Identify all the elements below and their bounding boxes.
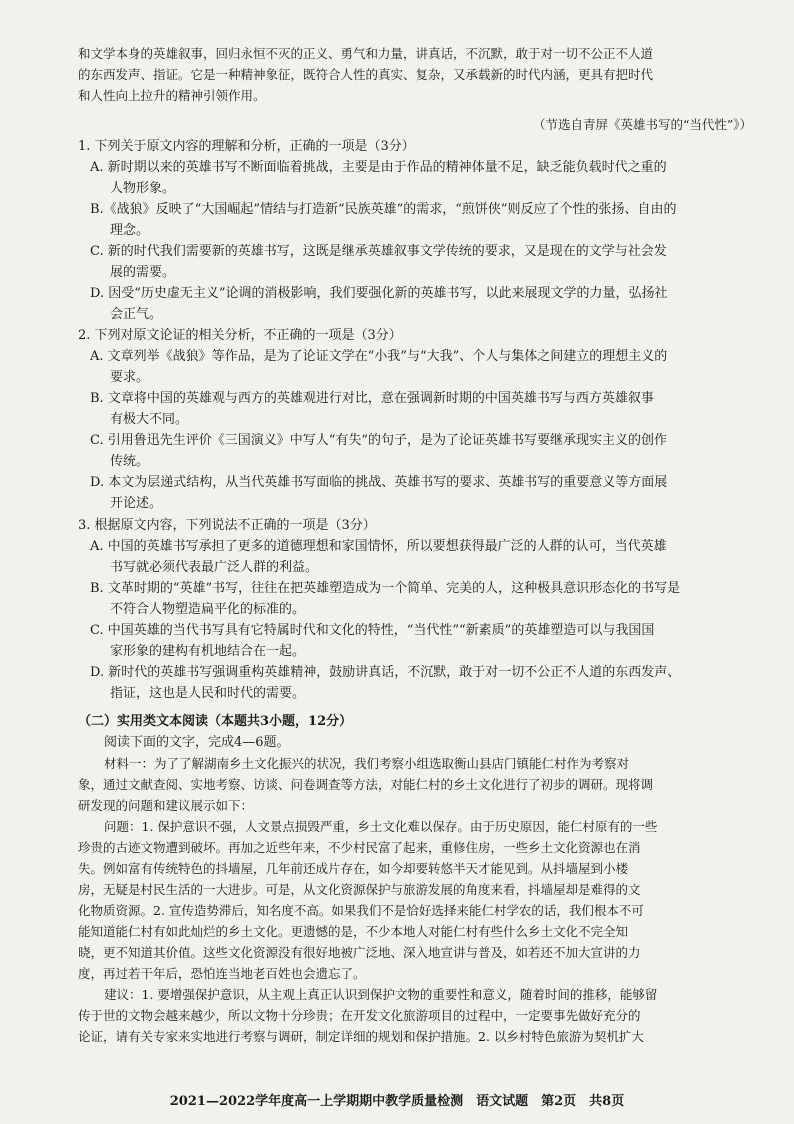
option-b-cont: 不符合人物塑造扁平化的标准的。 <box>110 602 306 617</box>
option-a: A. 文章列举《战狼》等作品，是为了论证文学在“小我”与“大我”、个人与集体之间建立的理想主义的 <box>90 349 668 364</box>
question-3 <box>0 515 794 704</box>
option-c-cont: 展的需要。 <box>110 265 176 280</box>
option-b: B. 文革时期的“英雄”书写，往往在把英雄塑造成为一个简单、完美的人，这种极具意识形态化的书写是 <box>90 581 681 596</box>
option-b-cont: 有极大不同。 <box>110 412 189 427</box>
intro-line: 和文学本身的英雄叙事，回归永恒不灭的正义、勇气和力量，讲真话，不沉默，敢于对一切不公正不人道 <box>78 46 654 61</box>
option-c: C. 引用鲁迅先生评价《三国演义》中写人“有失”的句子，是为了论证英雄书写要继承现实主义的创作 <box>90 433 668 448</box>
option-c: C. 新的时代我们需要新的英雄书写，这既是继承英雄叙事文学传统的要求，又是现在的文学与社会发 <box>90 244 667 259</box>
option-d: D. 本文为层递式结构，从当代英雄书写面临的挑战、英雄书写的要求、英雄书写的重要意义等方面展 <box>90 475 668 490</box>
question-title: 1. 下列关于原文内容的理解和分析，正确的一项是（3分） <box>78 139 415 154</box>
option-d: D. 新时代的英雄书写强调重构英雄精神，鼓励讲真话，不沉默，敢于对一切不公正不人道的东西发声、 <box>90 665 681 680</box>
option-a-cont: 人物形象。 <box>110 181 176 196</box>
suggestion-line: 传于世的文物会越来越少，所以文物十分珍贵；在开发文化旅游项目的过程中，一定要事先做好充分的 <box>78 1008 641 1023</box>
problem-line: 能知道能仁村有如此灿烂的乡土文化。更遗憾的是，不少本地人对能仁村有些什么乡土文化不完全知 <box>78 924 629 939</box>
source-citation <box>0 114 794 135</box>
option-c-cont: 传统。 <box>110 454 150 469</box>
option-d-cont: 开论述。 <box>110 496 163 511</box>
section-heading: （二）实用类文本阅读（本题共3小题，12分） <box>78 714 353 729</box>
material-line: 象，通过文献查阅、实地考察、访谈、问卷调查等方法，对能仁村的乡土文化进行了初步的调研。现将调 <box>78 777 654 792</box>
section-instruction: 阅读下面的文字，完成4—6题。 <box>104 735 290 750</box>
problem-line: 晓，更不知道其价值。这些文化资源没有很好地被广泛地、深入地宣讲与普及，如若还不加大宣讲的力 <box>78 945 641 960</box>
question-title: 2. 下列对原文论证的相关分析，不正确的一项是（3分） <box>78 328 402 343</box>
question-title: 3. 根据原文内容，下列说法不正确的一项是（3分） <box>78 518 376 533</box>
intro-paragraph <box>0 43 794 106</box>
material-line: 材料一：为了了解湖南乡土文化振兴的状况，我们考察小组选取衡山县店门镇能仁村作为考察对 <box>104 756 630 771</box>
source-text: （节选自青屏《英雄书写的“当代性”》） <box>532 117 752 132</box>
problem-line: 度，再过若干年后，恐怕连当地老百姓也会遗忘了。 <box>78 966 366 981</box>
material-line: 研发现的问题和建议展示如下： <box>78 798 254 813</box>
page-footer: 2021—2022学年度高一上学期期中教学质量检测 语文试题 第2页 共8页 <box>169 1094 625 1109</box>
option-b: B.《战狼》反映了“大国崛起”情结与打造新“民族英雄”的需求，“煎饼侠”则反应了个性的张扬、自由的 <box>90 202 677 217</box>
option-a-cont: 书写就必须代表最广泛人群的利益。 <box>110 560 319 575</box>
problem-line: 失。例如富有传统特色的抖墙屋，几年前还成片存在，如今却要转悠半天才能见到。从抖墙屋到小楼 <box>78 861 629 876</box>
option-c: C. 中国英雄的当代书写具有它特属时代和文化的特性，“当代性”“新素质”的英雄塑造可以与我国国 <box>90 623 655 638</box>
option-d-cont: 会正气。 <box>110 307 163 322</box>
suggestion-line: 论证，请有关专家来实地进行考察与调研，制定详细的规划和保护措施。2. 以乡村特色旅游为契机扩大 <box>78 1029 644 1044</box>
option-a: A. 新时期以来的英雄书写不断面临着挑战，主要是由于作品的精神体量不足，缺乏能负载时代之重的 <box>90 160 667 175</box>
option-d: D. 因受“历史虚无主义”论调的消极影响，我们要强化新的英雄书写，以此来展现文学的力量，弘扬社 <box>90 286 668 301</box>
question-1 <box>0 136 794 325</box>
suggestion-line: 建议：1. 要增强保护意识，从主观上真正认识到保护文物的重要性和意义，随着时间的推移，能够留 <box>104 987 658 1002</box>
option-b-cont: 理念。 <box>110 223 150 238</box>
problem-line: 化物质资源。2. 宣传造势滞后，知名度不高。如果我们不是恰好选择来能仁村学农的话，我们根本不可 <box>78 903 644 918</box>
question-2 <box>0 325 794 514</box>
problem-line: 房，无疑是村民生活的一大进步。可是，从文化资源保护与旅游发展的角度来看，抖墙屋却是难得的文 <box>78 882 641 897</box>
option-d-cont: 指证，这也是人民和时代的需要。 <box>110 686 306 701</box>
intro-line: 的东西发声、指证。它是一种精神象征，既符合人性的真实、复杂，又承载新的时代内涵，更具有把时代 <box>78 67 654 82</box>
option-a: A. 中国的英雄书写承担了更多的道德理想和家国情怀，所以要想获得最广泛的人群的认可，当代英雄 <box>90 539 667 554</box>
intro-line: 和人性向上拉升的精神引领作用。 <box>78 88 266 103</box>
option-b: B. 文章将中国的英雄观与西方的英雄观进行对比，意在强调新时期的中国英雄书写与西方英雄叙事 <box>90 391 654 406</box>
option-a-cont: 要求。 <box>110 370 150 385</box>
problem-line: 珍贵的古迹文物遭到破坏。再加之近些年来，不少村民富了起来，重修住房，一些乡土文化资源也在消 <box>78 840 641 855</box>
problem-line: 问题：1. 保护意识不强，人文景点损毁严重，乡土文化难以保存。由于历史原因，能仁村原有的一些 <box>104 819 658 834</box>
section-2 <box>0 711 794 1047</box>
option-c-cont: 家形象的建构有机地结合在一起。 <box>110 644 306 659</box>
